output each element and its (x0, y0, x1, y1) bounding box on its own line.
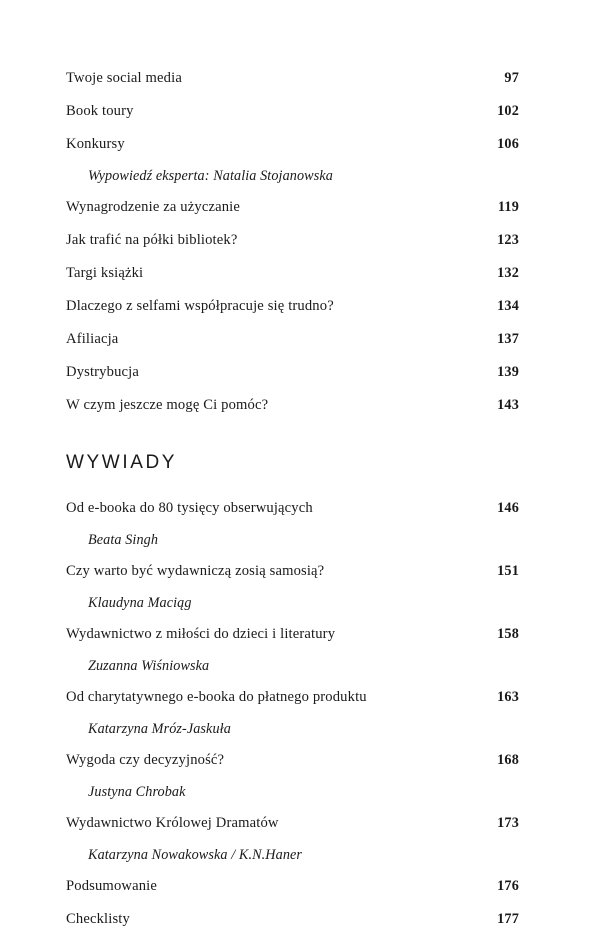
toc-subentry[interactable] (66, 525, 519, 555)
toc-entry-title: Wygoda czy decyzyjność? (66, 752, 225, 768)
toc-list-part-1 (66, 62, 519, 422)
toc-entry[interactable] (66, 323, 519, 356)
toc-subentry[interactable] (66, 651, 519, 681)
toc-subentry[interactable] (66, 714, 519, 744)
toc-entry-page: 102 (497, 103, 519, 119)
toc-entry-title: Podsumowanie (66, 878, 157, 894)
toc-entry-page: 173 (497, 815, 519, 831)
toc-entry-page: 168 (497, 752, 519, 768)
toc-entry[interactable] (66, 389, 519, 422)
toc-entry-page: 106 (497, 136, 519, 152)
toc-entry-title: Czy warto być wydawniczą zosią samosią? (66, 563, 325, 579)
toc-entry-title: Dlaczego z selfami współpracuje się trudno? (66, 298, 334, 314)
toc-entry-page: 119 (497, 199, 519, 215)
toc-list-part-2 (66, 492, 519, 936)
toc-entry[interactable] (66, 744, 519, 777)
toc-entry[interactable] (66, 95, 519, 128)
toc-entry[interactable] (66, 224, 519, 257)
toc-entry-page: 176 (497, 878, 519, 894)
toc-entry[interactable] (66, 191, 519, 224)
toc-entry-title: W czym jeszcze mogę Ci pomóc? (66, 397, 269, 413)
toc-subentry-title: Beata Singh (88, 531, 159, 548)
toc-entry[interactable] (66, 807, 519, 840)
toc-subentry[interactable] (66, 161, 519, 191)
toc-entry-page: 163 (497, 689, 519, 705)
toc-entry-page: 151 (497, 563, 519, 579)
toc-entry-page: 146 (497, 500, 519, 516)
toc-subentry[interactable] (66, 840, 519, 870)
toc-subentry-title: Katarzyna Nowakowska / K.N.Haner (88, 846, 303, 863)
toc-entry-page: 177 (497, 911, 519, 927)
toc-entry[interactable] (66, 356, 519, 389)
toc-entry[interactable] (66, 618, 519, 651)
toc-subentry[interactable] (66, 777, 519, 807)
toc-subentry-title: Zuzanna Wiśniowska (88, 657, 210, 674)
toc-entry[interactable] (66, 681, 519, 714)
toc-subentry-title: Justyna Chrobak (88, 783, 186, 800)
toc-entry[interactable] (66, 62, 519, 95)
toc-entry-page: 123 (497, 232, 519, 248)
toc-entry-title: Konkursy (66, 136, 125, 152)
toc-entry-page: 137 (497, 331, 519, 347)
toc-entry-title: Wynagrodzenie za użyczanie (66, 199, 240, 215)
toc-subentry-title: Katarzyna Mróz-Jaskuła (88, 720, 231, 737)
toc-entry-title: Checklisty (66, 911, 130, 927)
toc-entry[interactable] (66, 903, 519, 936)
toc-entry-title: Jak trafić na półki bibliotek? (66, 232, 238, 248)
toc-entry-title: Wydawnictwo z miłości do dzieci i literatury (66, 626, 336, 642)
toc-entry[interactable] (66, 128, 519, 161)
toc-entry-title: Targi książki (66, 265, 144, 281)
toc-entry-page: 134 (497, 298, 519, 314)
toc-entry[interactable] (66, 492, 519, 525)
toc-subentry-title: Klaudyna Maciąg (88, 594, 192, 611)
toc-entry[interactable] (66, 290, 519, 323)
toc-entry-page: 158 (497, 626, 519, 642)
toc-subentry[interactable] (66, 588, 519, 618)
toc-entry-title: Od charytatywnego e-booka do płatnego produktu (66, 689, 367, 705)
toc-entry-title: Afiliacja (66, 331, 119, 347)
toc-entry-title: Wydawnictwo Królowej Dramatów (66, 815, 279, 831)
toc-entry-title: Book toury (66, 103, 134, 119)
toc-entry-title: Dystrybucja (66, 364, 139, 380)
toc-entry-page: 139 (497, 364, 519, 380)
toc-entry-title: Od e-booka do 80 tysięcy obserwujących (66, 500, 313, 516)
toc-entry-page: 143 (497, 397, 519, 413)
toc-entry-page: 97 (504, 70, 519, 86)
toc-entry[interactable] (66, 555, 519, 588)
toc-entry[interactable] (66, 870, 519, 903)
toc-entry-page: 132 (497, 265, 519, 281)
toc-subentry-title: Wypowiedź eksperta: Natalia Stojanowska (88, 167, 333, 184)
toc-entry-title: Twoje social media (66, 70, 182, 86)
toc-entry[interactable] (66, 257, 519, 290)
section-heading-wywiady: WYWIADY (66, 452, 178, 473)
